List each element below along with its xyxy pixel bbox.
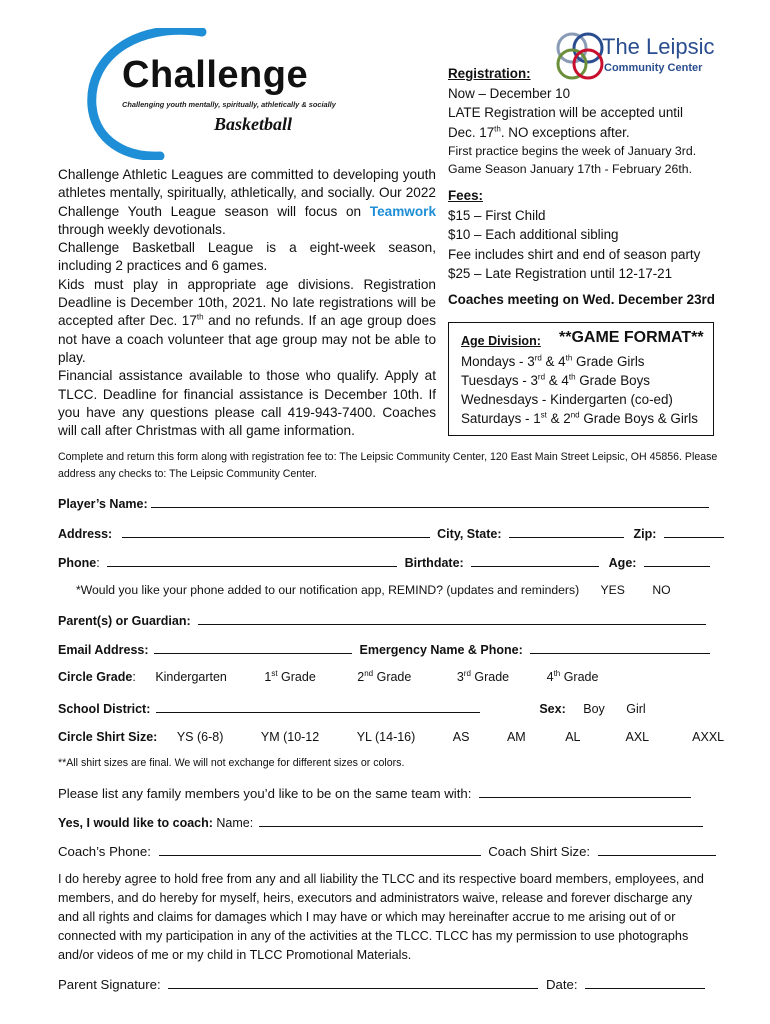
sex-label: Sex: — [539, 702, 566, 716]
coach-phone-field[interactable] — [159, 843, 481, 856]
school-label: School District: — [58, 702, 151, 716]
parent-label: Parent(s) or Guardian: — [58, 614, 191, 628]
fees-block — [448, 186, 748, 284]
phone-row: Phone: Birthdate: Age: — [58, 554, 710, 570]
game-format-box — [448, 322, 714, 436]
shirt-option[interactable]: YL (14-16) — [356, 730, 416, 744]
city-state-label: City, State: — [437, 527, 502, 541]
registration-line3: Dec. 17th. NO exceptions after. — [448, 124, 630, 140]
address-field[interactable] — [122, 525, 430, 538]
schedule-tuesday: Tuesdays - 3rd & 4th Grade Boys — [461, 372, 650, 388]
shirt-option[interactable]: AL — [565, 730, 581, 744]
challenge-logo — [80, 28, 360, 160]
grade-option-3[interactable]: 3rd Grade — [456, 668, 510, 684]
grade-row: Circle Grade: Kindergarten 1st Grade 2nd Grade 3rd Grade 4th Grade — [58, 668, 599, 684]
age-label: Age: — [608, 556, 637, 570]
shirt-option[interactable]: AXXL — [692, 730, 725, 744]
fees-heading: Fees: — [448, 188, 483, 203]
remind-question: *Would you like your phone added to our notification app, REMIND? (updates and reminders) — [76, 583, 580, 597]
registration-line2: LATE Registration will be accepted until — [448, 105, 683, 120]
signature-field[interactable] — [168, 976, 538, 989]
circle-grade-label: Circle Grade — [58, 670, 133, 684]
address-label: Address: — [58, 527, 113, 541]
email-row — [58, 641, 710, 657]
registration-line4: First practice begins the week of January 3rd. — [448, 144, 697, 158]
fee-item: $25 – Late Registration until 12-17-21 — [448, 266, 673, 281]
age-field[interactable] — [644, 554, 710, 567]
shirt-option[interactable]: YS (6-8) — [176, 730, 224, 744]
grade-option-1[interactable]: 1st Grade — [264, 668, 316, 684]
emergency-label: Emergency Name & Phone: — [359, 643, 523, 657]
tlcc-name: The Leipsic — [602, 34, 715, 59]
shirt-option[interactable]: AXL — [625, 730, 649, 744]
coach-phone-label: Coach’s Phone: — [58, 844, 151, 859]
birthdate-field[interactable] — [471, 554, 599, 567]
email-label: Email Address: — [58, 643, 149, 657]
schedule-monday: Mondays - 3rd & 4th Grade Girls — [461, 353, 645, 369]
coach-name-label: Name: — [216, 816, 254, 830]
schedule-wednesday: Wednesdays - Kindergarten (co-ed) — [461, 392, 673, 407]
intro-p1: Challenge Athletic Leagues are committed to developing youth athletes mentally, spiritually, athletically, and socially. Our 2022 Challenge Youth League season will focus on Teamwork through weekly devotionals. — [58, 167, 437, 237]
return-note: Complete and return this form along with registration fee to: The Leipsic Community Center, 120 East Main Street Leipsic, OH 45856. Please address any checks to: The Leipsic Community Center. — [58, 451, 718, 480]
city-state-field[interactable] — [509, 525, 624, 538]
school-row — [58, 700, 646, 716]
phone-label: Phone — [58, 556, 97, 570]
emergency-field[interactable] — [530, 641, 710, 654]
player-name-row — [58, 495, 709, 511]
registration-line1: Now – December 10 — [448, 85, 571, 101]
registration-heading: Registration: — [448, 66, 531, 81]
coach-row — [58, 814, 703, 830]
coach-shirt-field[interactable] — [598, 843, 716, 856]
logo-tagline: Challenging youth mentally, spiritually, athletically & socially — [122, 100, 336, 109]
schedule-saturday: Saturdays - 1st & 2nd Grade Boys & Girls — [461, 410, 698, 426]
player-name-label: Player’s Name: — [58, 497, 148, 511]
coach-yes-label: Yes, I would like to coach: — [58, 816, 213, 830]
address-row — [58, 525, 724, 541]
grade-option-4[interactable]: 4th Grade — [546, 668, 599, 684]
intro-p3: Kids must play in appropriate age divisions. Registration Deadline is December 10th, 2021. No late registrations will be accepted after Dec. 17th and no refunds. If an age group does not have a coach volunteer that age group may not be able to play. — [58, 276, 436, 365]
shirt-label: Circle Shirt Size: — [58, 730, 158, 744]
remind-row — [76, 583, 671, 597]
registration-block — [448, 64, 748, 176]
shirt-option[interactable]: AM — [506, 730, 526, 744]
shirt-note: **All shirt sizes are final. We will not exchange for different sizes or colors. — [58, 757, 405, 769]
coaches-meeting: Coaches meeting on Wed. December 23rd — [448, 292, 715, 307]
parent-row — [58, 612, 706, 628]
sex-option-girl[interactable]: Girl — [626, 702, 646, 716]
signature-row — [58, 976, 705, 992]
family-label: Please list any family members you’d like to be on the same team with: — [58, 786, 472, 801]
waiver-text: I do hereby agree to hold free from any and all liability the TLCC and its respective board members, employees, and members, and do hereby for myself, heirs, executors and administrators waive, release and forever discharge any and all rights and claims for damages which I may have or which may hereinafter accrue to me arising out of or connected with my participation in any of the activities at the TLCC. TLCC has my permission to use photographs and/or videos of me or my child in TLCC Promotional Materials. — [58, 872, 704, 962]
registration-line5: Game Season January 17th - February 26th. — [448, 161, 693, 176]
signature-label: Parent Signature: — [58, 977, 161, 992]
shirt-option[interactable]: YM (10-12 — [260, 730, 320, 744]
fee-item: $10 – Each additional sibling — [448, 227, 619, 242]
coach-name-field[interactable] — [259, 814, 703, 827]
logo-subtitle: Basketball — [214, 114, 293, 134]
game-format-title: **GAME FORMAT** — [559, 329, 704, 346]
phone-field[interactable] — [107, 554, 397, 567]
remind-yes-option[interactable]: YES — [600, 583, 625, 597]
fee-item: $15 – First Child — [448, 207, 546, 223]
school-field[interactable] — [156, 700, 480, 713]
age-division-label: Age Division: — [461, 334, 541, 348]
coach-shirt-label: Coach Shirt Size: — [488, 844, 591, 859]
intro-p4: Financial assistance available to those who qualify. Apply at TLCC. Deadline for financial assistance is December 10th. If you have any questions please call 419-943-7400. Coaches will call after Christmas with all game information. — [58, 368, 436, 439]
email-field[interactable] — [154, 641, 352, 654]
date-field[interactable] — [585, 976, 705, 989]
teamwork-highlight: Teamwork — [369, 203, 437, 219]
player-name-field[interactable] — [151, 495, 709, 508]
date-label: Date: — [545, 977, 578, 992]
tlcc-subname: Community Center — [604, 62, 703, 74]
remind-no-option[interactable]: NO — [652, 583, 671, 597]
intro-text — [58, 166, 436, 440]
shirt-option[interactable]: AS — [452, 730, 470, 744]
shirt-row — [58, 730, 724, 744]
fee-item: Fee includes shirt and end of season party — [448, 246, 701, 262]
coach-phone-row — [58, 843, 716, 859]
grade-option-2[interactable]: 2nd Grade — [357, 668, 412, 684]
birthdate-label: Birthdate: — [404, 556, 464, 570]
sex-option-boy[interactable]: Boy — [583, 702, 605, 716]
zip-label: Zip: — [633, 527, 657, 541]
family-field[interactable] — [479, 785, 691, 798]
parent-field[interactable] — [198, 612, 706, 625]
grade-option-k[interactable]: Kindergarten — [155, 670, 227, 684]
logo-title: Challenge — [122, 54, 309, 96]
zip-field[interactable] — [664, 525, 724, 538]
family-row — [58, 785, 691, 801]
intro-p2: Challenge Basketball League is a eight-week season, including 2 practices and 6 games. — [58, 240, 436, 274]
